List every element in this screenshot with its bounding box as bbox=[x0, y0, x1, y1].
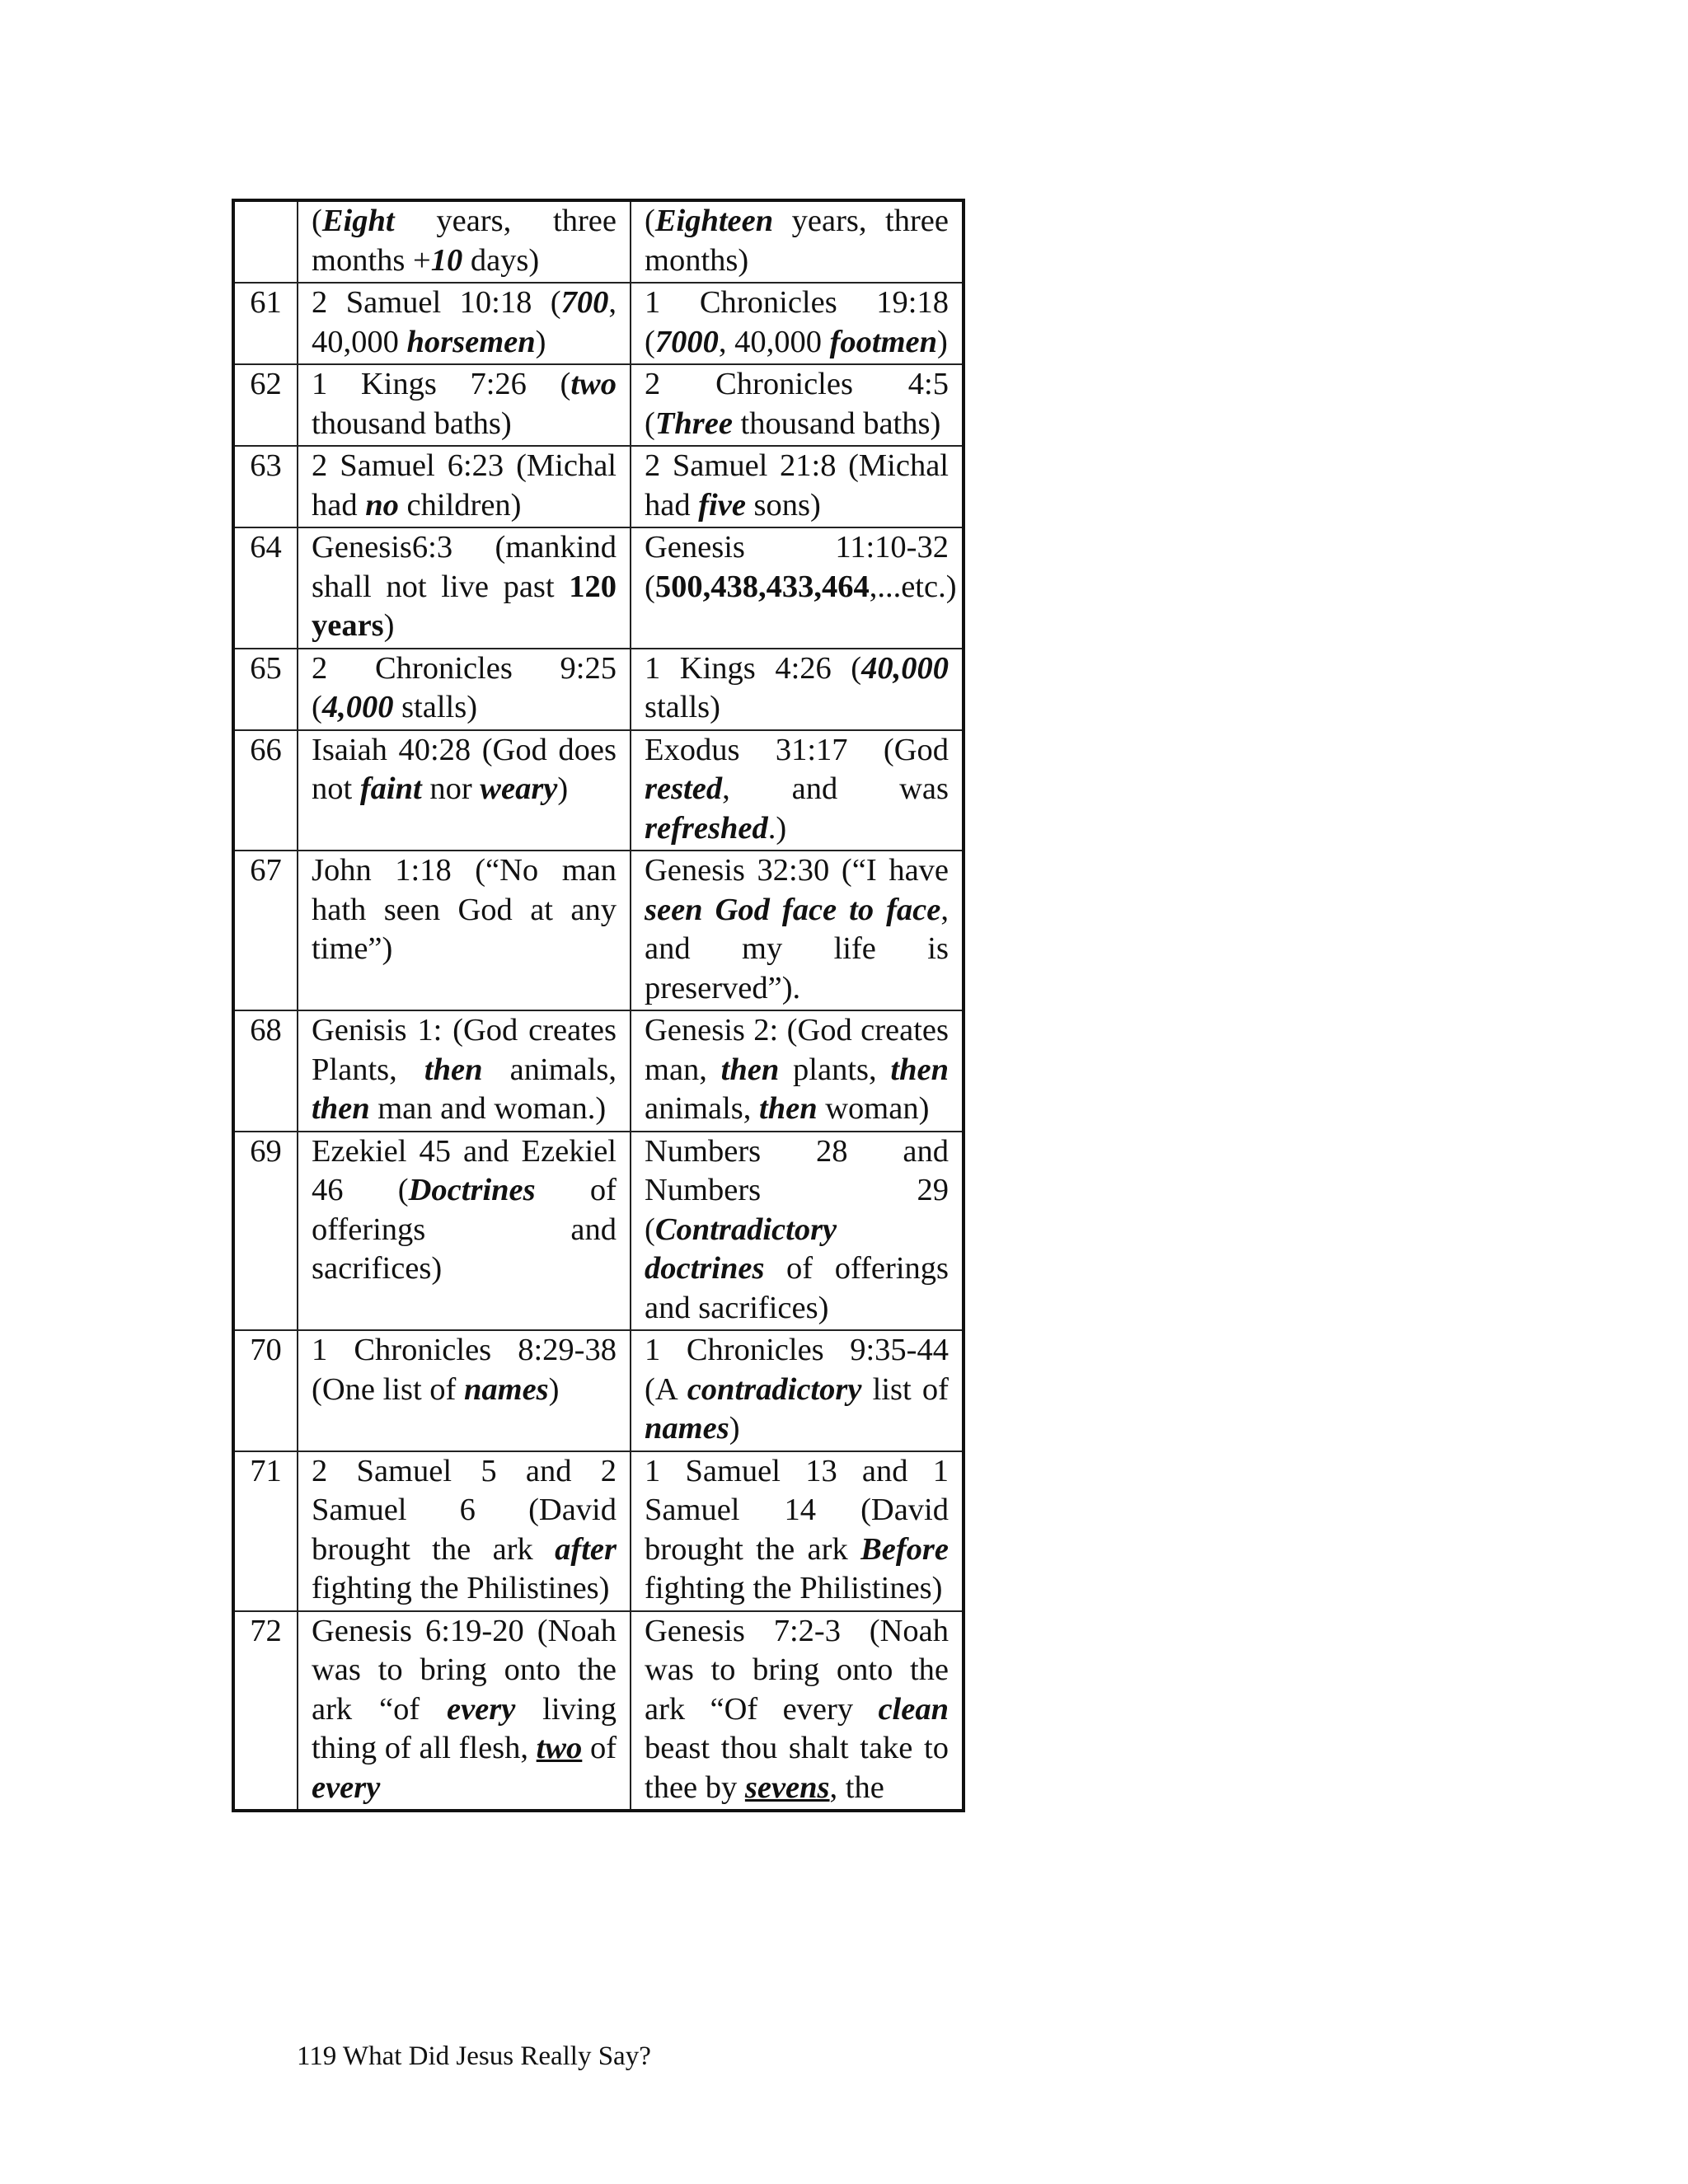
row-number: 62 bbox=[233, 364, 298, 446]
text-segment: Genesis6:3 (mankind shall not live past bbox=[312, 530, 617, 604]
text-segment: 1 Chronicles 9:35-44 (A bbox=[645, 1333, 949, 1407]
text-segment: 2 Samuel 21:8 (Michal had bbox=[645, 448, 949, 523]
text-segment: names bbox=[645, 1411, 729, 1446]
row-number: 63 bbox=[233, 446, 298, 527]
text-segment: of offerings and sacrifices) bbox=[312, 1173, 617, 1286]
text-segment: of bbox=[582, 1731, 617, 1765]
row-number: 69 bbox=[233, 1132, 298, 1331]
row-number: 70 bbox=[233, 1330, 298, 1451]
text-segment: 2 Samuel 10:18 ( bbox=[312, 285, 561, 320]
text-segment: plants, bbox=[779, 1052, 891, 1087]
reference-cell bbox=[298, 730, 631, 851]
text-segment: ) bbox=[383, 608, 395, 643]
text-segment: 1 Kings 7:26 ( bbox=[312, 367, 571, 401]
text-segment: living thing of all flesh, bbox=[312, 1691, 617, 1765]
reference-cell bbox=[298, 1611, 631, 1811]
row-number: 68 bbox=[233, 1010, 298, 1132]
text-segment: contradictory bbox=[687, 1371, 862, 1407]
text-segment: two bbox=[536, 1731, 583, 1765]
text-segment: .) bbox=[767, 810, 787, 846]
text-segment: 1 Kings 4:26 ( bbox=[645, 650, 862, 686]
text-segment: after bbox=[555, 1531, 617, 1567]
text-segment: , and was bbox=[722, 771, 949, 806]
text-segment: 7000 bbox=[654, 324, 719, 359]
reference-cell bbox=[298, 1330, 631, 1451]
contradiction-cell bbox=[631, 200, 964, 283]
contradiction-cell bbox=[631, 1010, 964, 1132]
text-segment: thousand baths) bbox=[312, 405, 512, 441]
table-row bbox=[233, 1611, 964, 1811]
text-segment: Genesis 11:10-32 ( bbox=[645, 530, 949, 604]
text-segment: every bbox=[312, 1769, 381, 1805]
table-row bbox=[233, 446, 964, 527]
text-segment: list of bbox=[861, 1371, 949, 1407]
text-segment: 2 Chronicles 9:25 ( bbox=[312, 650, 617, 724]
reference-cell bbox=[298, 1451, 631, 1611]
reference-cell bbox=[298, 649, 631, 730]
text-segment: animals, bbox=[645, 1091, 759, 1126]
row-number: 71 bbox=[233, 1451, 298, 1611]
text-segment: 10 bbox=[430, 242, 463, 278]
table-row bbox=[233, 851, 964, 1010]
text-segment: animals, bbox=[482, 1052, 617, 1087]
contradiction-cell bbox=[631, 1451, 964, 1611]
text-segment: stalls) bbox=[393, 690, 478, 724]
row-number: 66 bbox=[233, 730, 298, 851]
text-segment: ,...etc.) bbox=[869, 569, 957, 604]
text-segment: sons) bbox=[745, 487, 821, 523]
text-segment: , the bbox=[829, 1769, 884, 1805]
text-segment: ) bbox=[548, 1371, 560, 1407]
table-row bbox=[233, 1451, 964, 1611]
table-row bbox=[233, 283, 964, 364]
text-segment: Contradictory doctrines bbox=[645, 1212, 837, 1286]
text-segment: ) bbox=[557, 771, 569, 806]
text-segment: every bbox=[446, 1691, 516, 1727]
table-row bbox=[233, 730, 964, 851]
text-segment: 1 Samuel 13 and 1 Samuel 14 (David brought the ark bbox=[645, 1453, 949, 1567]
reference-cell bbox=[298, 364, 631, 446]
text-segment: of offerings and sacrifices) bbox=[645, 1251, 949, 1325]
table-row bbox=[233, 1132, 964, 1331]
text-segment: thousand baths) bbox=[732, 405, 941, 441]
text-segment: then bbox=[720, 1052, 780, 1087]
text-segment: two bbox=[570, 367, 617, 401]
text-segment: Three bbox=[654, 405, 733, 441]
text-segment: seen God face to face bbox=[645, 892, 941, 927]
text-segment: ( bbox=[645, 204, 655, 238]
text-segment: 2 Samuel 6:23 (Michal had bbox=[312, 448, 617, 523]
table-row bbox=[233, 1010, 964, 1132]
reference-cell bbox=[298, 283, 631, 364]
page-footer: 119 What Did Jesus Really Say? bbox=[297, 2041, 651, 2071]
contradiction-cell bbox=[631, 1330, 964, 1451]
text-segment: Genesis 32:30 (“I have bbox=[645, 853, 949, 888]
text-segment: sevens bbox=[744, 1769, 830, 1805]
text-segment: then bbox=[759, 1091, 818, 1126]
text-segment: stalls) bbox=[645, 690, 720, 724]
text-segment: 40,000 bbox=[861, 650, 949, 686]
row-number: 72 bbox=[233, 1611, 298, 1811]
text-segment: Genesis 6:19-20 (Noah was to bring onto the ark “of bbox=[312, 1613, 617, 1727]
text-segment: ( bbox=[312, 204, 322, 238]
table-row bbox=[233, 527, 964, 649]
text-segment: Ezekiel 45 and Ezekiel 46 ( bbox=[312, 1133, 617, 1207]
text-segment: 1 Chronicles 19:18 ( bbox=[645, 285, 949, 359]
text-segment: Eight bbox=[321, 204, 395, 238]
contradiction-cell bbox=[631, 446, 964, 527]
text-segment: names bbox=[463, 1371, 549, 1407]
text-segment: five bbox=[698, 487, 746, 523]
text-segment: nor bbox=[421, 771, 481, 806]
text-segment: no bbox=[365, 487, 399, 523]
table-row bbox=[233, 200, 964, 283]
text-segment: Genesis 7:2-3 (Noah was to bring onto the ark “Of every bbox=[645, 1613, 949, 1727]
text-segment: footmen bbox=[829, 324, 938, 359]
text-segment: then bbox=[312, 1091, 370, 1126]
text-segment: 2 Samuel 5 and 2 Samuel 6 (David brought the ark bbox=[312, 1453, 617, 1567]
reference-cell bbox=[298, 446, 631, 527]
text-segment: days) bbox=[462, 242, 540, 278]
table-row bbox=[233, 649, 964, 730]
row-number: 64 bbox=[233, 527, 298, 649]
contradiction-cell bbox=[631, 649, 964, 730]
row-number bbox=[233, 200, 298, 283]
text-segment: Genisis 1: (God creates Plants, bbox=[312, 1013, 617, 1087]
contradiction-cell bbox=[631, 527, 964, 649]
contradiction-cell bbox=[631, 364, 964, 446]
contradiction-cell bbox=[631, 730, 964, 851]
text-segment: 700 bbox=[560, 285, 609, 320]
text-segment: fighting the Philistines) bbox=[645, 1571, 943, 1605]
text-segment: Numbers 28 and Numbers 29 ( bbox=[645, 1133, 949, 1247]
text-segment: Isaiah 40:28 (God does not bbox=[312, 732, 617, 806]
contradiction-cell bbox=[631, 851, 964, 1010]
contradiction-cell bbox=[631, 1611, 964, 1811]
row-number: 61 bbox=[233, 283, 298, 364]
reference-cell bbox=[298, 1010, 631, 1132]
text-segment: man and woman.) bbox=[369, 1091, 607, 1126]
contradiction-cell bbox=[631, 1132, 964, 1331]
reference-cell bbox=[298, 200, 631, 283]
text-segment: then bbox=[890, 1052, 949, 1087]
text-segment: woman) bbox=[817, 1091, 930, 1126]
text-segment: 4,000 bbox=[321, 690, 394, 724]
text-segment: 120 years bbox=[312, 569, 617, 643]
table-row bbox=[233, 364, 964, 446]
reference-cell bbox=[298, 527, 631, 649]
text-segment: , 40,000 bbox=[312, 285, 617, 359]
text-segment: children) bbox=[398, 487, 522, 523]
text-segment: weary bbox=[480, 771, 558, 806]
table-row bbox=[233, 1330, 964, 1451]
contradictions-table bbox=[232, 199, 965, 1812]
text-segment: faint bbox=[359, 771, 422, 806]
text-segment: Exodus 31:17 (God bbox=[645, 732, 949, 767]
text-segment: horsemen bbox=[406, 324, 536, 359]
text-segment: John 1:18 (“No man hath seen God at any time”) bbox=[312, 853, 617, 966]
text-segment: fighting the Philistines) bbox=[312, 1571, 610, 1605]
text-segment: years, three months + bbox=[312, 204, 617, 278]
table-body bbox=[233, 200, 964, 1811]
text-segment: 1 Chronicles 8:29-38 (One list of bbox=[312, 1333, 617, 1407]
text-segment: ) bbox=[937, 324, 948, 359]
text-segment: Genesis 2: (God creates man, bbox=[645, 1013, 949, 1087]
text-segment: years, three months) bbox=[645, 204, 949, 278]
text-segment: Doctrines bbox=[408, 1173, 536, 1207]
contradiction-cell bbox=[631, 283, 964, 364]
text-segment: Before bbox=[860, 1531, 949, 1567]
text-segment: Eighteen bbox=[654, 204, 774, 238]
reference-cell bbox=[298, 1132, 631, 1331]
text-segment: refreshed bbox=[645, 810, 768, 846]
text-segment: ) bbox=[535, 324, 546, 359]
reference-cell bbox=[298, 851, 631, 1010]
text-segment: 2 Chronicles 4:5 ( bbox=[645, 367, 949, 441]
text-segment: ) bbox=[729, 1411, 740, 1446]
text-segment: then bbox=[424, 1052, 483, 1087]
text-segment: , 40,000 bbox=[718, 324, 830, 359]
text-segment: rested bbox=[645, 771, 723, 806]
text-segment: , and my life is preserved”). bbox=[645, 892, 949, 1005]
text-segment: beast thou shalt take to thee by bbox=[645, 1731, 949, 1805]
row-number: 67 bbox=[233, 851, 298, 1010]
text-segment: 500,438,433,464 bbox=[654, 569, 870, 604]
text-segment: clean bbox=[878, 1691, 949, 1727]
row-number: 65 bbox=[233, 649, 298, 730]
